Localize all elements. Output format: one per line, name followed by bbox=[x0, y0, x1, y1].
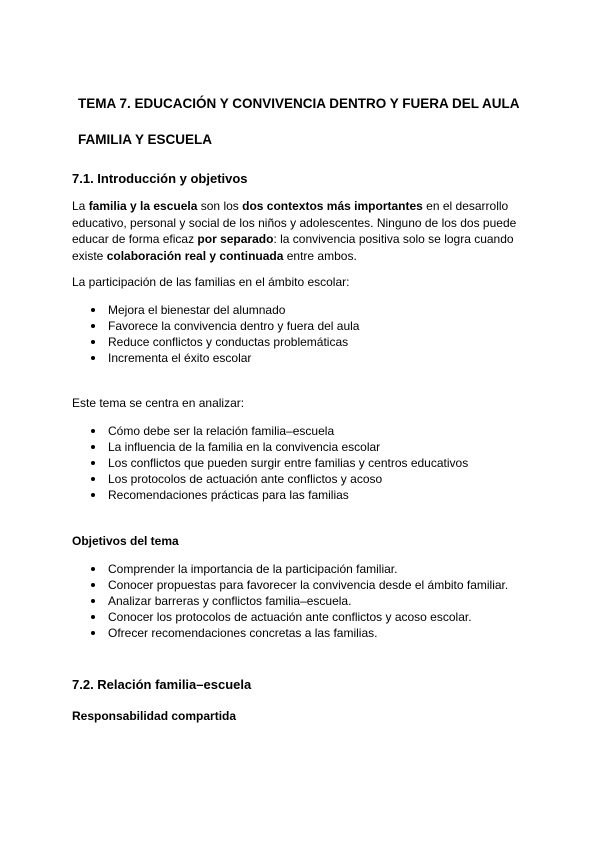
list-item: Conocer los protocolos de actuación ante conflictos y acoso escolar. bbox=[72, 609, 508, 625]
objectives-list bbox=[72, 561, 508, 641]
list-item: La influencia de la familia en la convivencia escolar bbox=[72, 439, 468, 455]
list-item: Favorece la convivencia dentro y fuera del aula bbox=[72, 318, 359, 334]
list-item: Recomendaciones prácticas para las familias bbox=[72, 487, 468, 503]
emphasis-dos-contextos: dos contextos más importantes bbox=[242, 199, 423, 213]
document-title: TEMA 7. EDUCACIÓN Y CONVIVENCIA DENTRO Y FUERA DEL AULA bbox=[78, 96, 520, 111]
emphasis-familia-escuela: familia y la escuela bbox=[88, 199, 198, 213]
subsection-heading: Responsabilidad compartida bbox=[72, 709, 237, 723]
list-item: Cómo debe ser la relación familia–escuela bbox=[72, 423, 468, 439]
list-item: Los conflictos que pueden surgir entre familias y centros educativos bbox=[72, 455, 468, 471]
list-item: Comprender la importancia de la participación familiar. bbox=[72, 561, 508, 577]
section-heading-7-2: 7.2. Relación familia–escuela bbox=[72, 677, 252, 692]
list-item: Ofrecer recomendaciones concretas a las familias. bbox=[72, 625, 508, 641]
analysis-intro: Este tema se centra en analizar: bbox=[72, 396, 245, 410]
intro-line-1: La familia y la escuela son los dos contextos más importantes en el desarrollo bbox=[72, 199, 509, 213]
list-item: Conocer propuestas para favorecer la convivencia desde el ámbito familiar. bbox=[72, 577, 508, 593]
participation-list bbox=[72, 302, 359, 366]
participation-intro: La participación de las familias en el ámbito escolar: bbox=[72, 275, 350, 289]
list-item: Reduce conflictos y conductas problemáticas bbox=[72, 334, 359, 350]
intro-line-4: existe colaboración real y continuada entre ambos. bbox=[72, 248, 357, 263]
emphasis-por-separado: por separado bbox=[197, 232, 274, 246]
document-subtitle: FAMILIA Y ESCUELA bbox=[78, 132, 213, 147]
list-item: Incrementa el éxito escolar bbox=[72, 350, 359, 366]
intro-line-2: educativo, personal y social de los niños y adolescentes. Ninguno de los dos puede bbox=[72, 215, 517, 230]
list-item: Los protocolos de actuación ante conflictos y acoso bbox=[72, 471, 468, 487]
objectives-heading: Objetivos del tema bbox=[72, 534, 179, 548]
section-heading-7-1: 7.1. Introducción y objetivos bbox=[72, 171, 248, 186]
intro-paragraph bbox=[72, 198, 516, 264]
analysis-list bbox=[72, 423, 468, 503]
list-item: Analizar barreras y conflictos familia–escuela. bbox=[72, 593, 508, 609]
intro-line-3: educar de forma eficaz por separado: la convivencia positiva solo se logra cuando bbox=[72, 232, 514, 246]
emphasis-colaboracion: colaboración real y continuada bbox=[106, 248, 284, 263]
list-item: Mejora el bienestar del alumnado bbox=[72, 302, 359, 318]
